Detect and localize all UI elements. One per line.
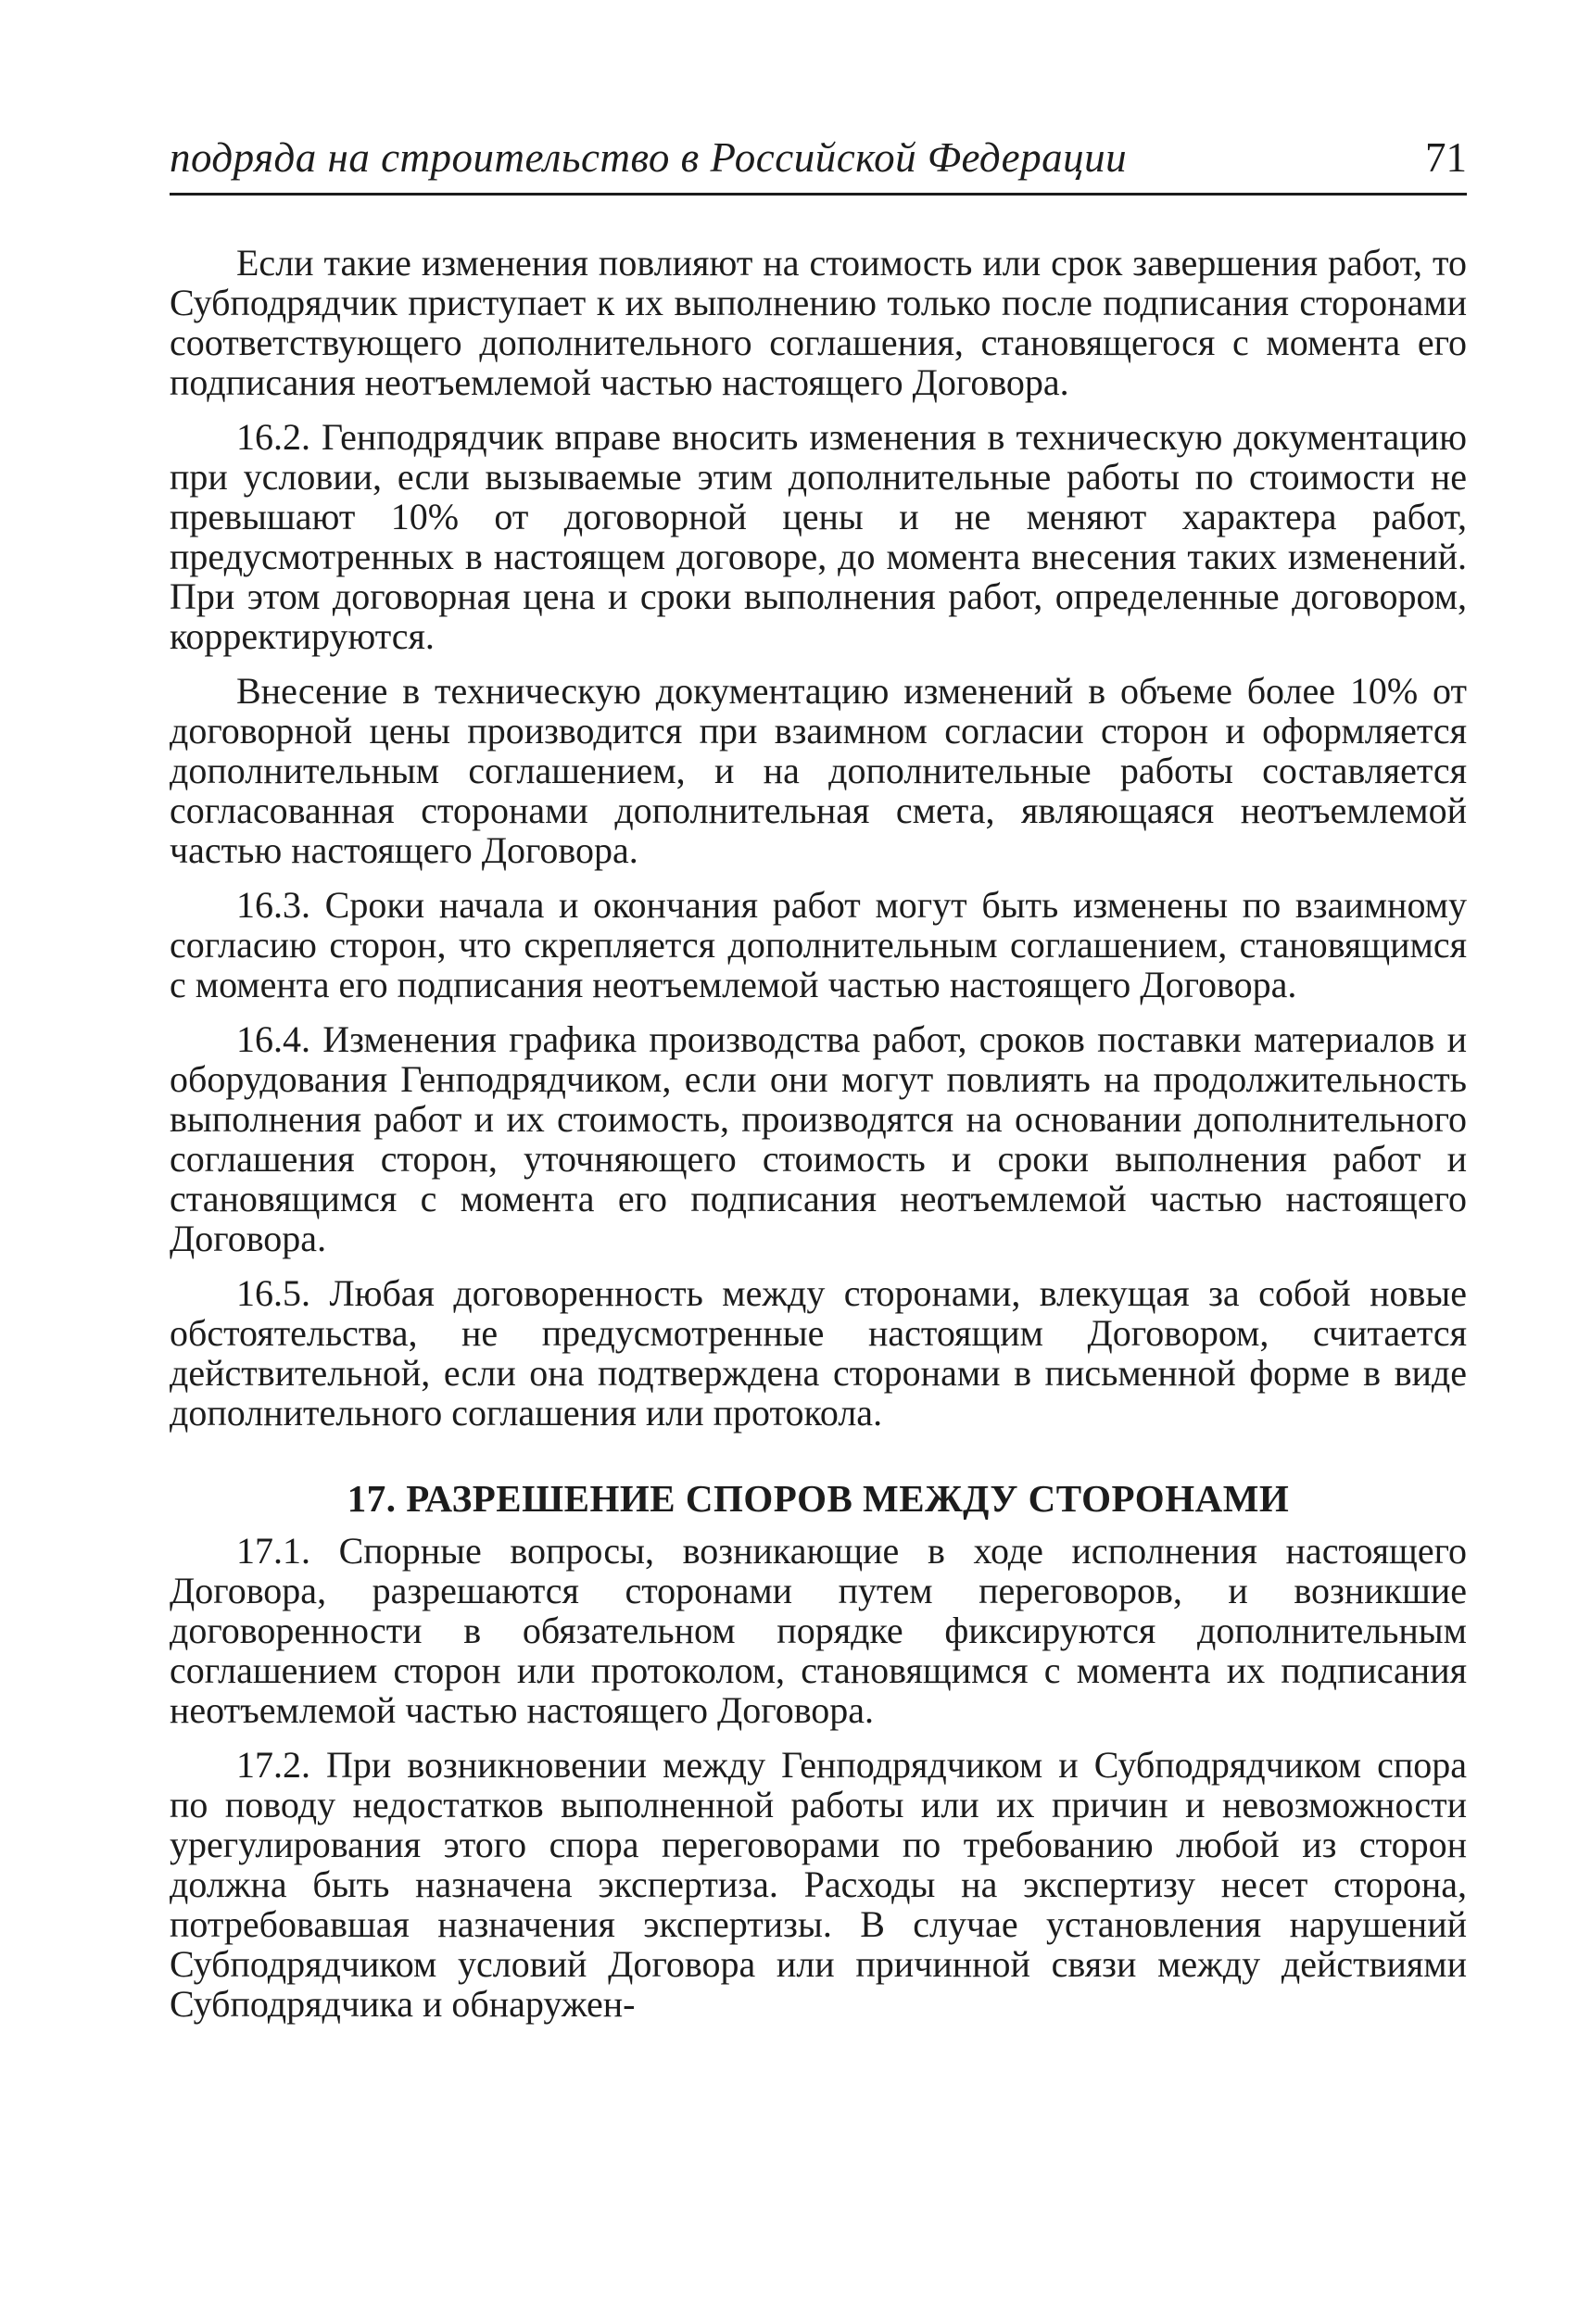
header-rule: [170, 193, 1467, 196]
paragraph-16-5: 16.5. Любая договоренность между сторонами, влекущая за собой новые обстоятельства, не предусмотренные настоящим Договором, считается действительной, если она подтверждена сторонами в письменной форме в виде дополнительного соглашения или протокола.: [170, 1272, 1467, 1434]
paragraph-16-2: 16.2. Генподрядчик вправе вносить изменения в техническую документацию при условии, если вызываемые этим дополнительные работы по стоимости не превышают 10% от договорной цены и не меняют характера работ, предусмотренных в настоящем договоре, до момента внесения таких изменений. При этом договорная цена и сроки выполнения работ, определенные договором, корректируются.: [170, 416, 1467, 657]
running-header: [170, 126, 1467, 200]
paragraph-16-4: 16.4. Изменения графика производства работ, сроков поставки материалов и оборудования Генподрядчиком, если они могут повлиять на продолжительность выполнения работ и их стоимость, производятся на основании дополнительного соглашения сторон, уточняющего стоимость и сроки выполнения работ и становящимся с момента его подписания неотъемлемой частью настоящего Договора.: [170, 1018, 1467, 1259]
body-text: [170, 243, 1467, 2039]
paragraph-16-2-continuation: Внесение в техническую документацию изменений в объеме более 10% от договорной цены производится при взаимном согласии сторон и оформляется дополнительным соглашением, и на дополнительные работы составляется согласованная сторонами дополнительная смета, являющаяся неотъемлемой частью настоящего Договора.: [170, 670, 1467, 871]
page-number: 71: [1425, 134, 1467, 181]
paragraph-17-1: 17.1. Спорные вопросы, возникающие в ходе исполнения настоящего Договора, разрешаются сторонами путем переговоров, и возникшие договоренности в обязательном порядке фиксируются дополнительным соглашением сторон или протоколом, становящимся с момента их подписания неотъемлемой частью настоящего Договора.: [170, 1530, 1467, 1731]
header-title: подряда на строительство в Российской Федерации: [170, 134, 1128, 181]
paragraph-changes-effect: Если такие изменения повлияют на стоимость или срок завершения работ, то Субподрядчик приступает к их выполнению только после подписания сторонами соответствующего дополнительного соглашения, становящегося с момента его подписания неотъемлемой частью настоящего Договора.: [170, 242, 1467, 403]
paragraph-17-2: 17.2. При возникновении между Генподрядчиком и Субподрядчиком спора по поводу недостатков выполненной работы или их причин и невозможности урегулирования этого спора переговорами по требованию любой из сторон должна быть назначена экспертиза. Расходы на экспертизу несет сторона, потребовавшая назначения экспертизы. В случае установления нарушений Субподрядчиком условий Договора или причинной связи между действиями Субподрядчика и обнаружен-: [170, 1744, 1467, 2025]
section-heading: 17. РАЗРЕШЕНИЕ СПОРОВ МЕЖДУ СТОРОНАМИ: [347, 1477, 1290, 1520]
paragraph-16-3: 16.3. Сроки начала и окончания работ могут быть изменены по взаимному согласию сторон, что скрепляется дополнительным соглашением, становящимся с момента его подписания неотъемлемой частью настоящего Договора.: [170, 884, 1467, 1005]
